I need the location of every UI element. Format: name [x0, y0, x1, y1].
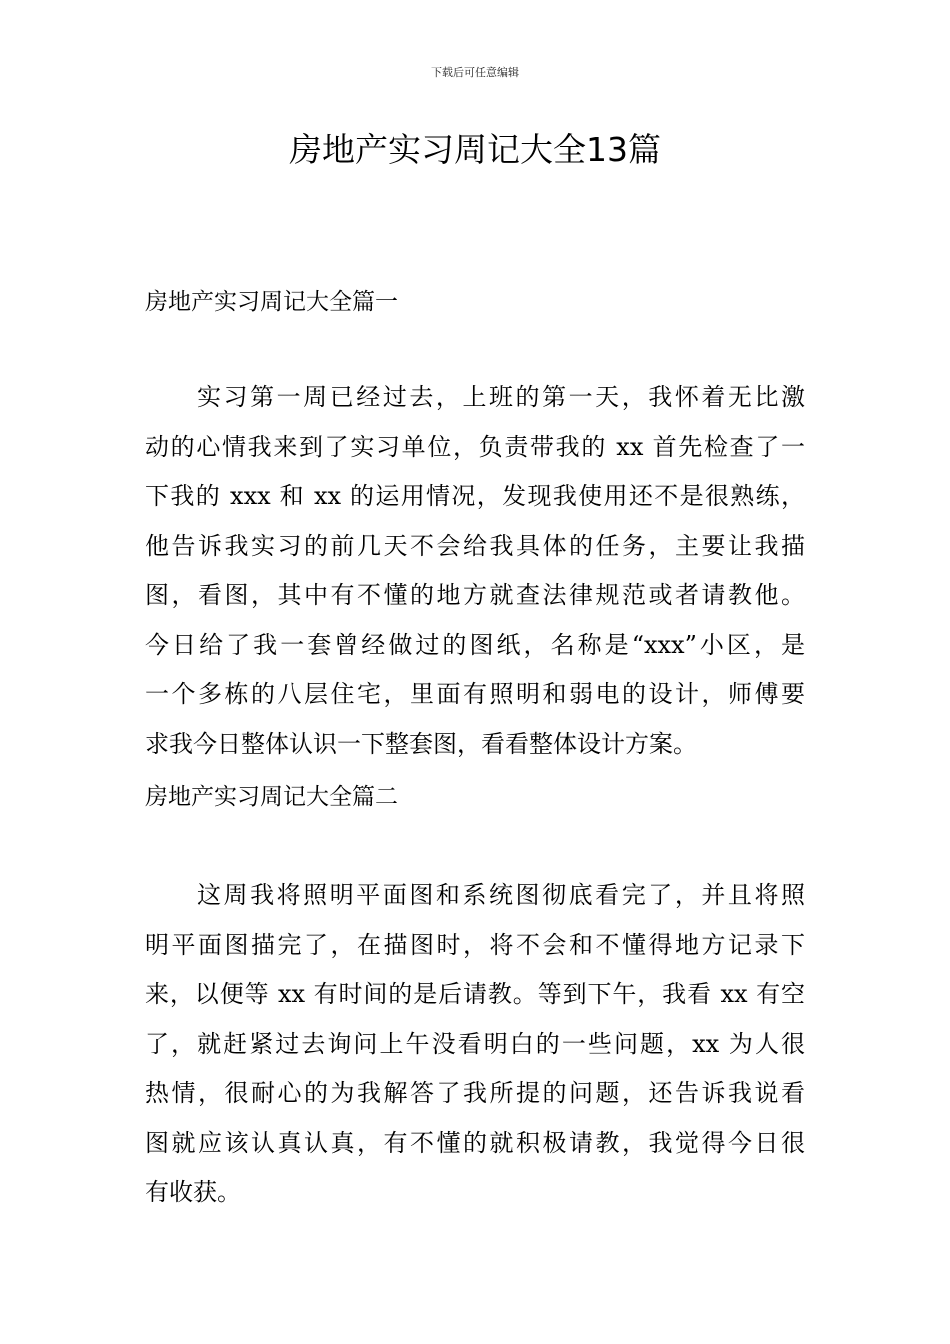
paragraph-line: 这周我将照明平面图和系统图彻底看完了，并且将照 — [197, 881, 805, 909]
section-heading-2: 房地产实习周记大全篇二 — [145, 784, 398, 810]
section-heading-1: 房地产实习周记大全篇一 — [145, 289, 398, 315]
section-1-paragraph — [145, 373, 805, 769]
paragraph-line: 来，以便等 xx 有时间的是后请教。等到下午，我看 xx 有空 — [145, 980, 805, 1008]
paragraph-line: 了，就赶紧过去询问上午没看明白的一些问题，xx 为人很 — [145, 1029, 805, 1058]
document-title: 房地产实习周记大全13篇 — [289, 130, 661, 169]
paragraph-line: 动的心情我来到了实习单位，负责带我的 xx 首先检查了一 — [145, 432, 805, 461]
paragraph-line: 有收获。 — [145, 1178, 241, 1206]
paragraph-line: 今日给了我一套曾经做过的图纸，名称是“xxx”小区，是 — [145, 630, 805, 659]
section-2-paragraph — [145, 871, 805, 1218]
paragraph-line: 一个多栋的八层住宅，里面有照明和弱电的设计，师傅要 — [145, 680, 805, 708]
paragraph-line: 明平面图描完了，在描图时，将不会和不懂得地方记录下 — [145, 930, 805, 959]
paragraph-line: 他告诉我实习的前几天不会给我具体的任务，主要让我描 — [145, 531, 805, 560]
paragraph-line: 图就应该认真认真，有不懂的就积极请教，我觉得今日很 — [145, 1128, 805, 1157]
header-note: 下载后可任意编辑 — [431, 66, 519, 79]
paragraph-line: 实习第一周已经过去，上班的第一天，我怀着无比激 — [197, 383, 805, 411]
paragraph-line: 下我的 xxx 和 xx 的运用情况，发现我使用还不是很熟练， — [145, 482, 805, 510]
paragraph-line: 热情，很耐心的为我解答了我所提的问题，还告诉我说看 — [145, 1079, 805, 1107]
paragraph-line: 求我今日整体认识一下整套图，看看整体设计方案。 — [145, 729, 697, 758]
paragraph-line: 图，看图，其中有不懂的地方就查法律规范或者请教他。 — [145, 581, 805, 609]
